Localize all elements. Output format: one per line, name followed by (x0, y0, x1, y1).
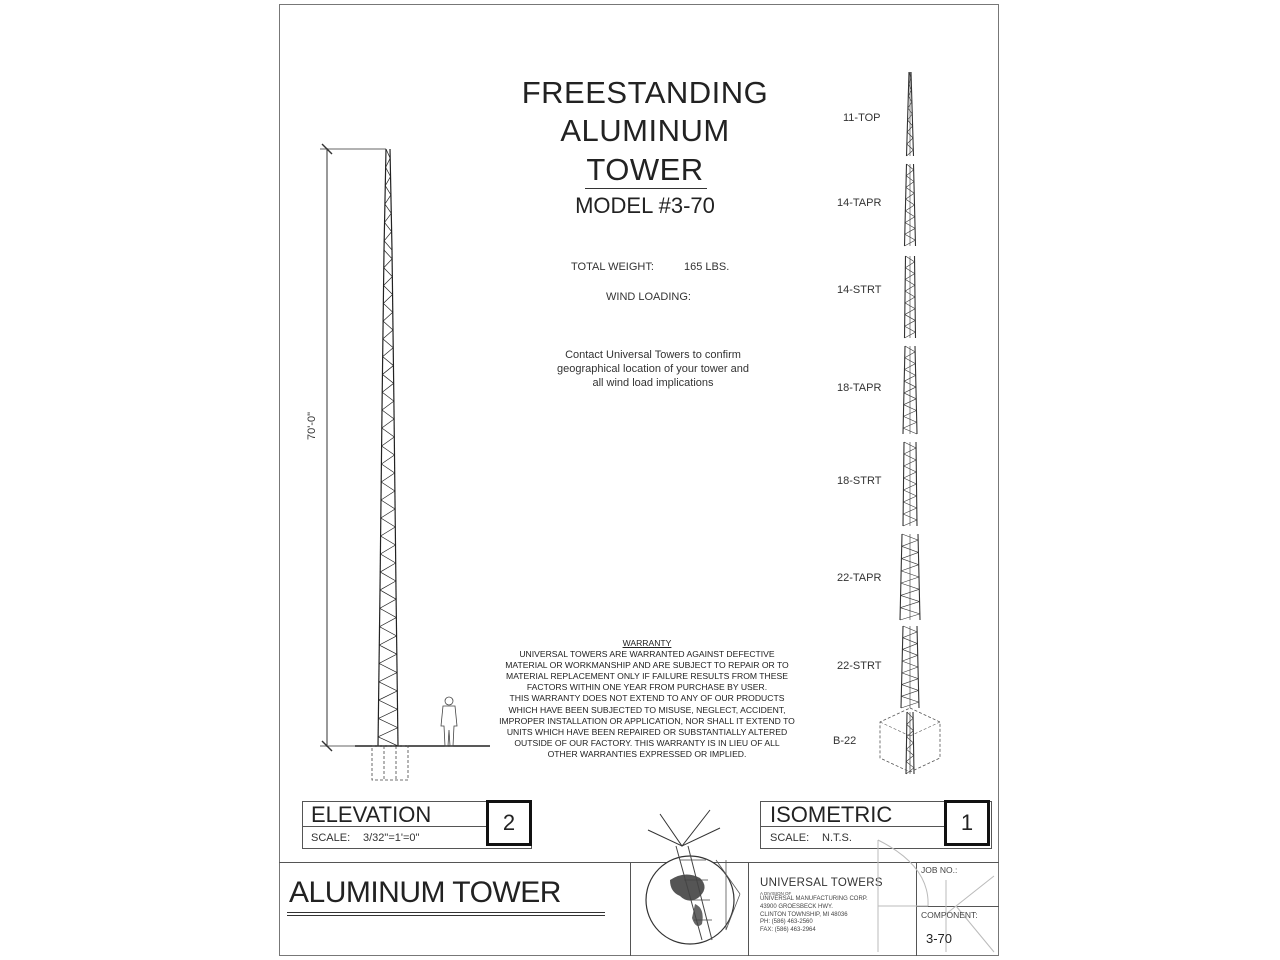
view-number-elevation: 2 (486, 800, 532, 846)
title-line-1: FREESTANDING (521, 75, 769, 110)
company-name: UNIVERSAL TOWERS (760, 877, 883, 889)
height-dimension: 70'-0" (306, 411, 318, 440)
section-label: 18-TAPR (837, 382, 882, 394)
total-weight-value: 165 LBS. (684, 261, 730, 273)
address-line: 43900 GROESBECK HWY. (760, 903, 833, 910)
isometric-title: ISOMETRIC (770, 802, 893, 827)
contact-note-line: all wind load implications (592, 377, 714, 389)
warranty-line: THIS WARRANTY DOES NOT EXTEND TO ANY OF OUR PRODUCTS (509, 693, 785, 704)
warranty-line: MATERIAL REPLACEMENT ONLY IF FAILURE RESULTS FROM THESE (506, 671, 788, 682)
section-label: B-22 (833, 735, 857, 747)
section-label: 18-STRT (837, 475, 882, 487)
warranty-heading: WARRANTY (622, 638, 672, 648)
address-line: PH: (586) 463-2560 (760, 919, 813, 926)
title-line-3: TOWER (586, 152, 704, 187)
warranty-line: OTHER WARRANTIES EXPRESSED OR IMPLIED. (547, 748, 747, 759)
warranty-line: FACTORS WITHIN ONE YEAR FROM PURCHASE BY USER. (526, 682, 768, 693)
title-underline (585, 188, 707, 189)
elevation-title: ELEVATION (311, 802, 432, 827)
warranty-line: OUTSIDE OF OUR FACTORY. THIS WARRANTY IS IN LIEU OF ALL (514, 737, 780, 748)
person-scale-icon (441, 697, 457, 746)
address-line: UNIVERSAL MANUFACTURING CORP. (760, 896, 868, 902)
elevation-scale-value: 3/32"=1'=0" (363, 832, 420, 844)
address-line: CLINTON TOWNSHIP, MI 48036 (760, 911, 848, 918)
section-label: 22-STRT (837, 660, 882, 672)
warranty-text (484, 638, 810, 760)
job-no-label: JOB NO.: (921, 865, 958, 875)
warranty-line: WHICH HAVE BEEN SUBJECTED TO MISUSE, NEGLECT, ACCIDENT, (508, 704, 786, 715)
section-label: 14-STRT (837, 284, 882, 296)
warranty-line: MATERIAL OR WORKMANSHIP AND ARE SUBJECT TO REPAIR OR TO (505, 660, 789, 671)
isometric-scale-label: SCALE: (770, 832, 810, 844)
contact-note (520, 348, 786, 390)
section-label: 14-TAPR (837, 197, 882, 209)
company-address (760, 896, 868, 935)
company-division: A DIVISION OF (760, 891, 792, 896)
wind-loading-label: WIND LOADING: (606, 291, 691, 303)
section-label: 22-TAPR (837, 572, 882, 584)
isometric-scale-value: N.T.S. (822, 832, 852, 844)
component-value: 3-70 (926, 931, 953, 946)
warranty-line: UNITS WHICH HAVE BEEN REPAIRED OR SUBSTANTIALLY ALTERED (506, 726, 788, 737)
isometric-drawing (870, 68, 950, 780)
drawing-title-underline (287, 915, 605, 916)
drawing-title-underline (287, 912, 605, 913)
company-logo-icon (640, 800, 750, 950)
address-line: FAX: (586) 463-2964 (760, 927, 816, 934)
drawing-title: ALUMINUM TOWER (289, 876, 561, 909)
total-weight-label: TOTAL WEIGHT: (571, 261, 654, 273)
elevation-scale-label: SCALE: (311, 832, 351, 844)
model-number: MODEL #3-70 (575, 193, 715, 218)
component-label: COMPONENT: (921, 910, 978, 920)
contact-note-line: Contact Universal Towers to confirm (565, 349, 741, 361)
elevation-drawing (300, 140, 500, 790)
section-label: 11-TOP (843, 112, 881, 124)
title-block-divider (630, 862, 631, 956)
contact-note-line: geographical location of your tower and (556, 363, 749, 375)
warranty-line: UNIVERSAL TOWERS ARE WARRANTED AGAINST DEFECTIVE (519, 649, 775, 660)
title-line-2: ALUMINUM (560, 113, 730, 148)
warranty-line: IMPROPER INSTALLATION OR APPLICATION, NOR SHALL IT EXTEND TO (499, 715, 795, 726)
view-number-isometric: 1 (944, 800, 990, 846)
